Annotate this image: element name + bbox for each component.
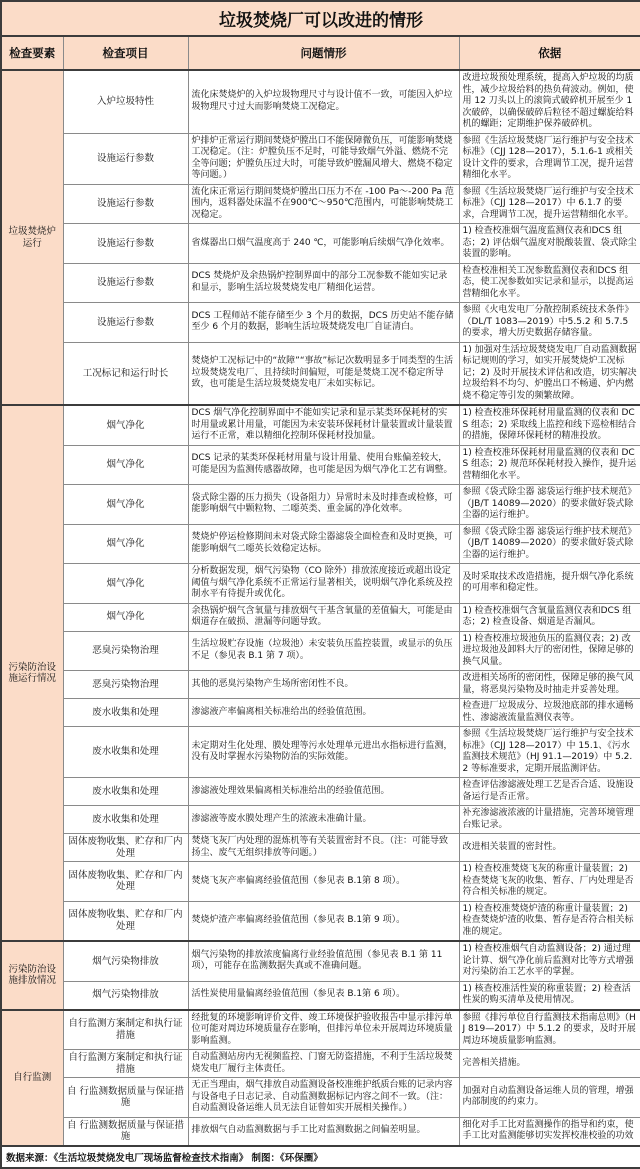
table-row [1,405,640,445]
basis-cell: 1) 检查校准焚烧飞灰的称重计量装置；2) 检查焚烧飞灰的收集、暂存、厂内处理是否符合相关标准的规定。 [459,862,640,902]
basis-cell: 参照《火电发电厂分散控制系统技术条件》（DL/T 1083—2019）中5.5.2 和 5.7.5 的要求，增大历史数据存储容量。 [459,303,640,343]
problem-cell: 省煤器出口烟气温度高于 240 ℃，可能影响后续烟气净化效率。 [188,224,459,264]
col-header-basis: 依据 [459,36,640,70]
basis-cell: 改进垃圾预处理系统，提高入炉垃圾的均质性，减少垃圾给料的热负荷波动。例如，使用 12 刀头以上的滚筒式破碎机开展至少 1 次破碎，以确保破碎后粒径不超过螺旋给料机的螺距；定期维护保养破碎机。 [459,70,640,133]
problem-cell: 焚烧炉渣产率偏离经验值范围（参见表 B.1第 9 项）。 [188,901,459,941]
basis-cell: 1) 检查校准环保耗材用量监测的仪表和 DCS 组态；2) 采取线上监控和线下巡检相结合的措施，保障环保耗材的精准投放。 [459,405,640,445]
inspection-item-cell: 烟气净化 [63,603,188,631]
basis-cell: 补充渗滤液浓液的计量措施，完善环境管理台账记录。 [459,806,640,834]
basis-cell: 改进相关装置的密封性。 [459,834,640,862]
section-label: 污染防治设施运行情况 [1,405,63,941]
inspection-item-cell: 固体废物收集、贮存和厂内处理 [63,834,188,862]
page-title: 垃圾焚烧厂可以改进的情形 [1,1,640,36]
table-row [1,727,640,778]
problem-cell: 未定期对生化处理、膜处理等污水处理单元进出水指标进行监测，没有及时掌握水污染物防治的实际效能。 [188,727,459,778]
inspection-item-cell: 自 行监测数据质量与保证措施 [63,1078,188,1118]
inspection-item-cell: 设施运行参数 [63,303,188,343]
basis-cell: 1) 检查校准焚烧炉渣的称重计量装置；2) 检查焚烧炉渣的收集、暂存是否符合相关标准的规定。 [459,901,640,941]
basis-cell: 检查评估渗滤液处理工艺是否合适、设施设备运行是否正常。 [459,778,640,806]
inspection-item-cell: 烟气净化 [63,405,188,445]
problem-cell: DCS 烟气净化控制界面中不能如实记录和显示某类环保耗材的实时用量或累计用量，可能因为未安装环保耗材计量装置或计量装置运行不正常，难以精细化控制环保耗材投加量。 [188,405,459,445]
problem-cell: 活性炭使用量偏离经验值范围（参见表 B.1第 6 项）。 [188,981,459,1010]
table-body [1,70,640,1146]
inspection-item-cell: 烟气污染物排放 [63,941,188,981]
problem-cell: 焚烧炉停运检修期间未对袋式除尘器滤袋全面检查和及时更换，可能影响烟气二噁英长效稳定达标。 [188,524,459,564]
table-row [1,1078,640,1118]
inspection-item-cell: 设施运行参数 [63,224,188,264]
inspection-item-cell: 废水收集和处理 [63,778,188,806]
problem-cell: 生活垃圾贮存设施（垃圾池）未安装负压监控装置，或显示的负压不足（参见表 B.1 第 7 项）。 [188,631,459,671]
basis-cell: 加强对自动监测设备运维人员的管理，增强内部制度的约束力。 [459,1078,640,1118]
source-note: 数据来源：《生活垃圾焚烧发电厂现场监督检查技术指南》 制图：《环保圈》 [1,1146,640,1168]
table-row [1,981,640,1010]
inspection-item-cell: 烟气净化 [63,485,188,525]
table-row [1,671,640,699]
table-row [1,184,640,224]
problem-cell: 炉排炉正常运行期间焚烧炉膛出口不能保障微负压，可能影响焚烧工况稳定。（注：炉膛负压不足时，可能导致烟气外溢、燃烧不完全等问题；炉膛负压过大时，可能导致炉膛漏风增大、燃烧不稳定等问题。） [188,133,459,184]
basis-cell: 1) 检查校准烟气温度监测仪表和DCS 组态；2) 评估烟气温度对脱酸装置、袋式除尘装置的影响。 [459,224,640,264]
basis-cell: 参照《生活垃圾焚烧厂运行维护与安全技术标准》（CJJ 128—2017）中 15.1、《污水监测技术规范》（HJ 91.1—2019）中 5.2.2 等标准要求，定期开展监测评估。 [459,727,640,778]
table-row [1,445,640,485]
table-row [1,834,640,862]
inspection-item-cell: 设施运行参数 [63,184,188,224]
basis-cell: 1) 检查校准环保耗材用量监测的仪表和 DCS 组态；2) 规范环保耗材投入操作，提升运营精细化水平。 [459,445,640,485]
table-row [1,862,640,902]
problem-cell: 自动监测站房内无视频监控、门窗无防盗措施，不利于生活垃圾焚烧发电厂履行主体责任。 [188,1050,459,1078]
section-label: 垃圾焚烧炉运行 [1,70,63,405]
basis-cell: 完善相关措施。 [459,1050,640,1078]
inspection-item-cell: 固体废物收集、贮存和厂内处理 [63,862,188,902]
inspection-item-cell: 废水收集和处理 [63,699,188,727]
table-row [1,603,640,631]
basis-cell: 参照《生活垃圾焚烧厂运行维护与安全技术标准》（CJJ 128—2017）中 6.1.7 的要求，合理调节工况，提升运营精细化水平。 [459,184,640,224]
problem-cell: 流化床正常运行期间焚烧炉膛出口压力不在 -100 Pa～-200 Pa 范围内，返料器处床温不在900℃～950℃范围内，可能影响焚烧工况稳定。 [188,184,459,224]
problem-cell: 渗滤液等废水膜处理产生的浓液未准确计量。 [188,806,459,834]
problem-cell: DCS 工程师站不能存储至少 3 个月的数据，DCS 历史站不能存储至少 6 个月的数据，影响生活垃圾焚烧发电厂自证清白。 [188,303,459,343]
inspection-item-cell: 入炉垃圾特性 [63,70,188,133]
inspection-item-cell: 废水收集和处理 [63,806,188,834]
basis-cell: 参照《排污单位自行监测技术指南总则》（HJ 819—2017）中 5.1.2 的要求，及时开展周边环境质量影响监测。 [459,1010,640,1050]
inspection-item-cell: 固体废物收集、贮存和厂内处理 [63,901,188,941]
header-row [1,36,640,70]
table-row [1,564,640,604]
basis-cell: 1) 检查校准烟气含氧量监测仪表和DCS 组态；2) 检查设备、烟道是否漏风。 [459,603,640,631]
footer-row [1,1146,640,1168]
problem-cell: DCS 记录的某类环保耗材用量与设计用量、使用台账偏差较大，可能是因为监测传感器故障，也可能是因为烟气净化工艺有调整。 [188,445,459,485]
basis-cell: 参照《袋式除尘器 滤袋运行维护技术规范》（JB/T 14089—2020）的要求做好袋式除尘器的运行维护。 [459,485,640,525]
col-header-element: 检查要素 [1,36,63,70]
problem-cell: 经批复的环境影响评价文件、竣工环境保护验收报告中显示排污单位可能对周边环境质量存在影响，但排污单位未开展周边环境质量影响监测。 [188,1010,459,1050]
basis-cell: 1) 检查校准烟气自动监测设备；2) 通过理论计算、烟气净化前后监测对比等方式增强对污染防治工艺水平的掌握。 [459,941,640,981]
inspection-item-cell: 烟气净化 [63,564,188,604]
section-label: 自行监测 [1,1010,63,1146]
col-header-problem: 问题情形 [188,36,459,70]
inspection-item-cell: 恶臭污染物治理 [63,671,188,699]
problem-cell: 焚烧飞灰产率偏离经验值范围（参见表 B.1第 8 项）。 [188,862,459,902]
inspection-item-cell: 设施运行参数 [63,133,188,184]
table-row [1,224,640,264]
inspection-item-cell: 烟气净化 [63,445,188,485]
basis-cell: 参照《袋式除尘器 滤袋运行维护技术规范》（JB/T 14089—2020）的要求做好袋式除尘器的运行维护。 [459,524,640,564]
inspection-item-cell: 自行监测方案制定和执行证措施 [63,1010,188,1050]
problem-cell: 袋式除尘器的压力损失（设备阻力）异常时未及时排查或检修，可能影响烟气中颗粒物、二噁英类、重金属的净化效率。 [188,485,459,525]
problem-cell: 流化床焚烧炉的入炉垃圾物理尺寸与设计值不一致，可能因入炉垃圾物理尺寸过大而影响焚烧工况稳定。 [188,70,459,133]
problem-cell: 焚烧飞灰厂内处理的混炼机等有关装置密封不良。（注：可能导致扬尘、废气无组织排放等问题。） [188,834,459,862]
inspection-item-cell: 自行监测方案制定和执行证措施 [63,1050,188,1078]
problem-cell: 排放烟气自动监测数据与手工比对监测数据之间偏差明显。 [188,1117,459,1146]
basis-cell: 改进相关场所的密闭性，保障足够的换气风量，将恶臭污染物及时抽走并妥善处理。 [459,671,640,699]
table-row [1,806,640,834]
basis-cell: 细化对手工比对监测操作的指导和约束，使手工比对监测能够切实发挥校准校验的功效 [459,1117,640,1146]
inspection-item-cell: 废水收集和处理 [63,727,188,778]
table-row [1,699,640,727]
table-row [1,778,640,806]
inspection-item-cell: 恶臭污染物治理 [63,631,188,671]
col-header-item: 检查项目 [63,36,188,70]
table-row [1,1010,640,1050]
problem-cell: 渗滤液处理效果偏离相关标准给出的经验值范围。 [188,778,459,806]
problem-cell: 分析数据发现，烟气污染物（CO 除外）排放浓度接近或超出设定阈值与烟气净化系统不正常运行显著相关，说明烟气净化系统及控制水平有待提升或优化。 [188,564,459,604]
table-row [1,901,640,941]
basis-cell: 检查进厂垃圾成分、垃圾池底部的排水通畅性、渗滤液流量监测仪表等。 [459,699,640,727]
problem-cell: 焚烧炉工况标记中的“故障”“事故”标记次数明显多于同类型的生活垃圾焚烧发电厂、且持续时间偏短，可能是焚烧工况不稳定所导致，也可能是生活垃圾焚烧发电厂未如实标记。 [188,342,459,405]
inspection-item-cell: 烟气污染物排放 [63,981,188,1010]
section-label: 污染防治设施排放情况 [1,941,63,1010]
problem-cell: 余热锅炉烟气含氧量与排放烟气干基含氧量的差值偏大，可能是由烟道存在破损、泄漏等问题导致。 [188,603,459,631]
table-row [1,342,640,405]
problem-cell: 烟气污染物的排放浓度偏离行业经验值范围（参见表 B.1 第 11 项），可能存在监测数据失真或不准确问题。 [188,941,459,981]
basis-cell: 检查校准相关工况参数监测仪表和DCS 组态，使工况参数如实记录和显示，以提高运营精细化水平。 [459,263,640,303]
inspection-item-cell: 设施运行参数 [63,263,188,303]
inspection-item-cell: 烟气净化 [63,524,188,564]
table-row [1,485,640,525]
problem-cell: DCS 焚烧炉及余热锅炉控制界面中的部分工况参数不能如实记录和显示，影响生活垃圾焚烧发电厂精细化运营。 [188,263,459,303]
title-row [1,1,640,36]
basis-cell: 1) 加强对生活垃圾焚烧发电厂自动监测数据标记规则的学习，如实开展焚烧炉工况标记；2) 及时开展技术评估和改造，切实解决垃圾给料不均匀、炉膛出口不畅通、炉内燃烧不稳定等引发的频繁故障。 [459,342,640,405]
problem-cell: 其他的恶臭污染物产生场所密闭性不良。 [188,671,459,699]
table-row [1,303,640,343]
inspection-item-cell: 工况标记和运行时长 [63,342,188,405]
table-row [1,1117,640,1146]
basis-cell: 及时采取技术改造措施，提升烟气净化系统的可用率和稳定性。 [459,564,640,604]
table-row [1,133,640,184]
table-row [1,70,640,133]
basis-cell: 1) 检查校准垃圾池负压的监测仪表；2) 改进垃圾池及卸料大厅的密闭性，保障足够的换气风量。 [459,631,640,671]
problem-cell: 无正当理由，烟气排放自动监测设备校准维护纸质台账的记录内容与设备电子日志记录、自动监测数据标记内容之间不一致。（注：自动监测设备运维人员无法自证曾如实开展相关操作。） [188,1078,459,1118]
table-row [1,263,640,303]
basis-cell: 参照《生活垃圾焚烧厂运行维护与安全技术标准》（CJJ 128—2017），5.1.6-1 或相关设计文件的要求，合理调节工况，提升运营精细化水平。 [459,133,640,184]
basis-cell: 1) 核查校准活性炭的称重装置；2) 检查活性炭的购买清单及使用情况。 [459,981,640,1010]
problem-cell: 渗滤液产率偏离相关标准给出的经验值范围。 [188,699,459,727]
inspection-item-cell: 自 行监测数据质量与保证措施 [63,1117,188,1146]
table-row [1,524,640,564]
table-row [1,1050,640,1078]
table-row [1,941,640,981]
table-row [1,631,640,671]
